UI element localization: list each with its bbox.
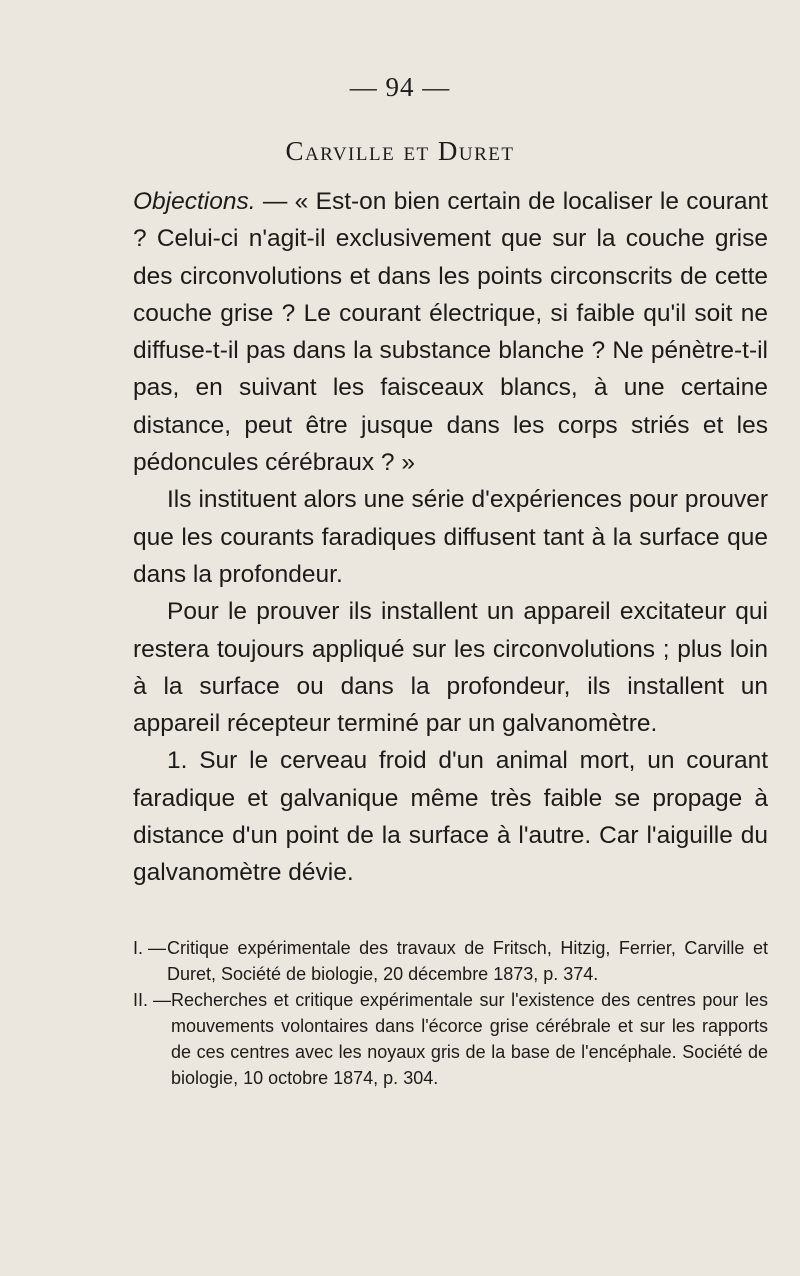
footnote-text: Recherches et critique expérimentale sur l'existence des centres pour les mouvements volontaires dans l'écorce grise cérébrale et sur les rapports de ces centres avec les noyaux gris de la base de l'encéphale. Société de biologie, 10 octobre 1874, p. 304.	[171, 990, 768, 1088]
footnote	[133, 987, 768, 1091]
paragraph-result-one: 1. Sur le cerveau froid d'un animal mort, un courant faradique et galvanique même très faible se propage à distance d'un point de la surface à l'autre. Car l'aiguille du galvanomètre dévie.	[133, 747, 768, 887]
page-number: — 94 —	[349, 72, 451, 102]
paragraph-apparatus: Pour le prouver ils installent un appareil excitateur qui restera toujours appliqué sur les circonvolutions ; plus loin à la surface ou dans la profondeur, ils installent un appareil récepteur terminé par un galvanomètre.	[133, 598, 768, 738]
section-title: Carville et Duret	[285, 136, 515, 166]
paragraph-experiments: Ils instituent alors une série d'expériences pour prouver que les courants faradiques diffusent tant à la surface que dans la profondeur.	[133, 486, 768, 588]
footnote-mark: I. —	[133, 938, 167, 958]
paragraph-objections-text: — « Est-on bien certain de localiser le courant ? Celui-ci n'agit-il exclusivement que sur la couche grise des circonvolutions et dans les points circonscrits de cette couche grise ? Le courant électrique, si faible qu'il soit ne diffuse-t-il pas dans la substance blanche ? Ne pénètre-t-il pas, en suivant les faisceaux blancs, à une certaine distance, peut être jusque dans les corps striés et les pédoncules cérébraux ? »	[133, 188, 768, 477]
paragraph-objections	[133, 183, 768, 481]
footnotes	[133, 935, 768, 1091]
footnote	[133, 935, 768, 987]
footnote-text: Critique expérimentale des travaux de Fritsch, Hitzig, Ferrier, Carville et Duret, Société de biologie, 20 décembre 1873, p. 374.	[167, 938, 768, 984]
body-text	[133, 183, 768, 892]
footnote-mark: II. —	[133, 990, 172, 1010]
lead-word: Objections.	[133, 188, 256, 215]
